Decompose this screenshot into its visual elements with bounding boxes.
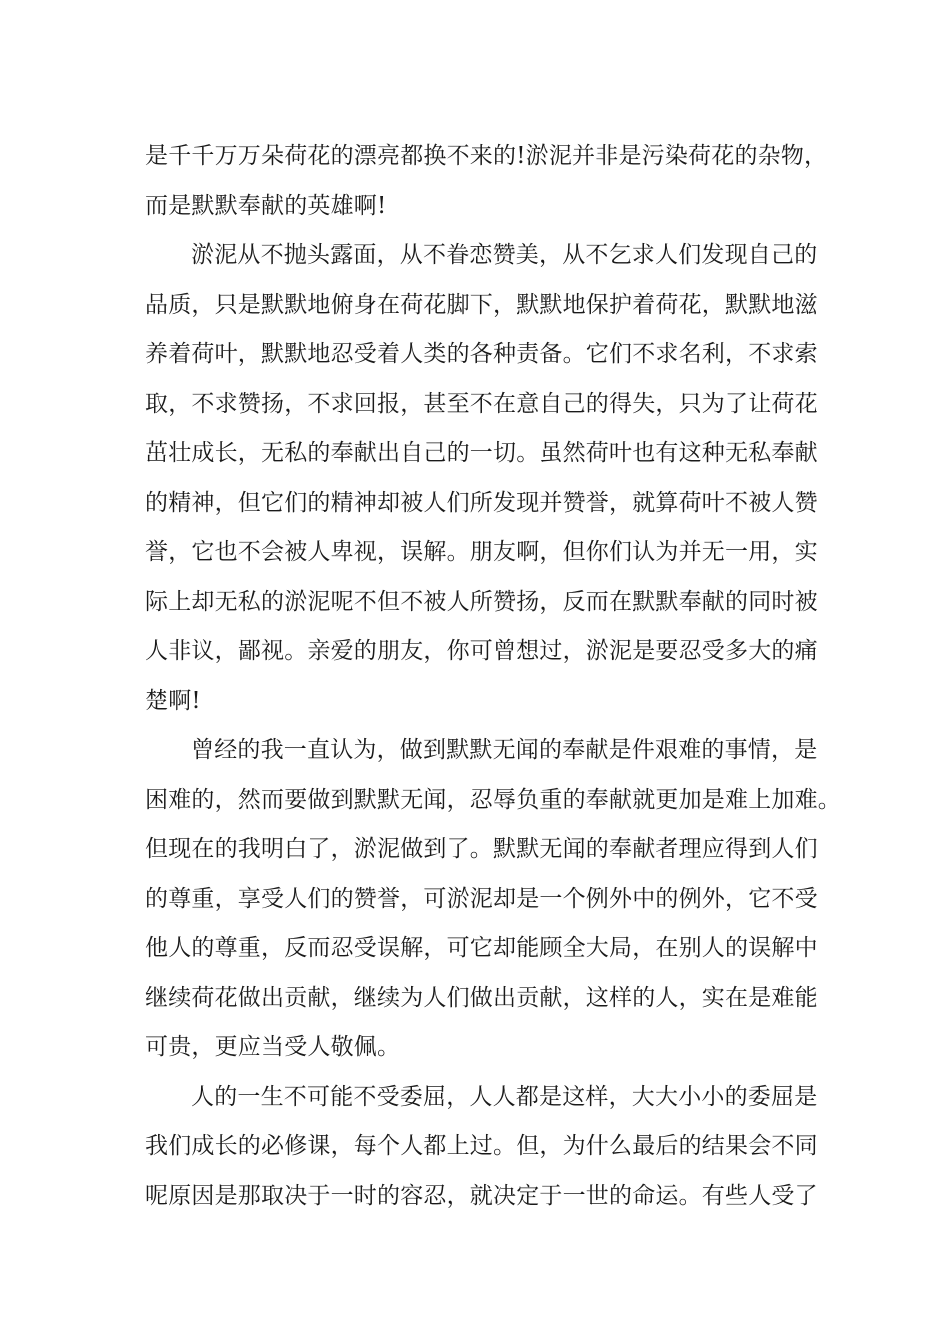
text-line: 誉，它也不会被人卑视，误解。朋友啊，但你们认为并无一用，实 bbox=[145, 539, 818, 565]
paragraph-start-line: 人的一生不可能不受委屈，人人都是这样，大大小小的委屈是 bbox=[191, 1083, 818, 1110]
paragraph-start-line: 淤泥从不抛头露面，从不眷恋赞美，从不乞求人们发现自己的 bbox=[191, 242, 818, 268]
text-line: 际上却无私的淤泥呢不但不被人所赞扬，反而在默默奉献的同时被 bbox=[145, 588, 818, 615]
body-text bbox=[145, 132, 841, 1221]
text-line: 养着荷叶，默默地忍受着人类的各种责备。它们不求名利，不求索 bbox=[145, 341, 818, 367]
paragraph-start-line: 曾经的我一直认为，做到默默无闻的奉献是件艰难的事情，是 bbox=[191, 737, 818, 763]
text-line: 继续荷花做出贡献，继续为人们做出贡献，这样的人，实在是难能 bbox=[145, 984, 818, 1011]
text-line: 困难的，然而要做到默默无闻，忍辱负重的奉献就更加是难上加难。 bbox=[145, 786, 841, 813]
text-line: 的精神，但它们的精神却被人们所发现并赞誉，就算荷叶不被人赞 bbox=[145, 489, 818, 516]
text-line: 呢原因是那取决于一时的容忍，就决定于一世的命运。有些人受了 bbox=[145, 1182, 818, 1209]
text-line: 楚啊! bbox=[145, 687, 201, 714]
text-line: 而是默默奉献的英雄啊! bbox=[145, 192, 387, 219]
text-line: 人非议，鄙视。亲爱的朋友，你可曾想过，淤泥是要忍受多大的痛 bbox=[145, 638, 818, 664]
text-line: 的尊重，享受人们的赞誉，可淤泥却是一个例外中的例外，它不受 bbox=[145, 885, 818, 912]
text-line: 品质，只是默默地俯身在荷花脚下，默默地保护着荷花，默默地滋 bbox=[145, 291, 818, 318]
text-line: 茁壮成长，无私的奉献出自己的一切。虽然荷叶也有这种无私奉献 bbox=[145, 440, 818, 466]
text-line: 可贵，更应当受人敬佩。 bbox=[145, 1034, 401, 1060]
text-line: 但现在的我明白了，淤泥做到了。默默无闻的奉献者理应得到人们 bbox=[145, 836, 818, 862]
text-line: 取，不求赞扬，不求回报，甚至不在意自己的得失，只为了让荷花 bbox=[145, 390, 818, 417]
text-line: 是千千万万朵荷花的漂亮都换不来的!淤泥并非是污染荷花的杂物， bbox=[145, 143, 828, 169]
text-line: 我们成长的必修课，每个人都上过。但，为什么最后的结果会不同 bbox=[145, 1133, 818, 1159]
text-line: 他人的尊重，反而忍受误解，可它却能顾全大局，在别人的误解中 bbox=[145, 935, 818, 961]
